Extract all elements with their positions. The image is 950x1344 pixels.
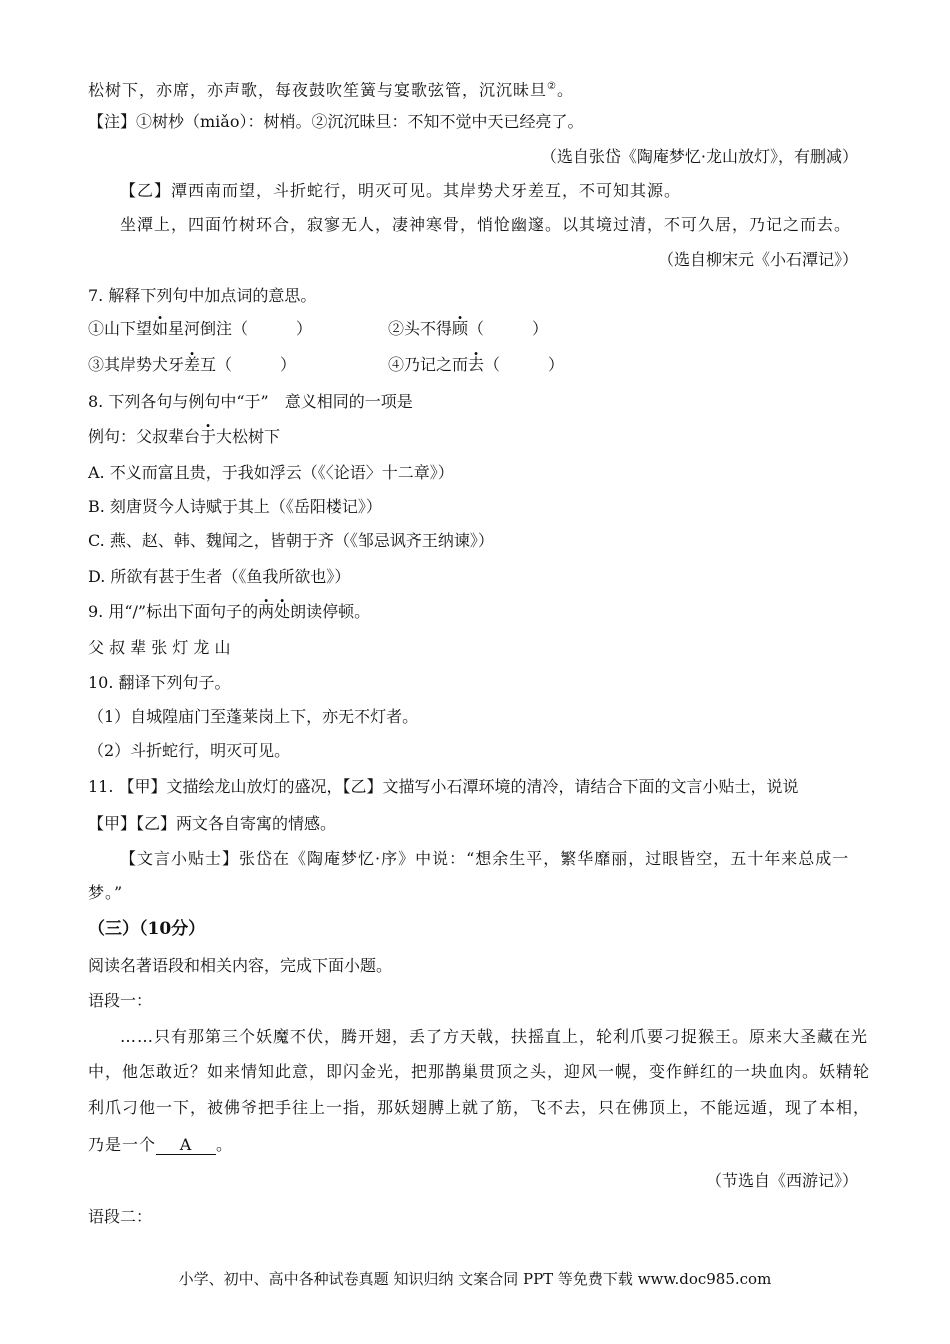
jia-text-tail: 松树下，亦席，亦声歌，每夜鼓吹笙簧与宴歌弦管，沉沉昧旦②。 — [88, 80, 574, 100]
q11-tip-line-2: 梦。” — [88, 883, 124, 902]
passage-2-label: 语段二： — [88, 1207, 153, 1226]
answer-blank-a: A — [156, 1136, 216, 1155]
section-3-heading: （三）（10分） — [88, 919, 206, 939]
q10-sentence-2: （2）斗折蛇行，明灭可见。 — [88, 741, 291, 760]
source-jia: （选自张岱《陶庵梦忆·龙山放灯》，有删减） — [540, 147, 858, 166]
page-footer: 小学、初中、高中各种试卷真题 知识归纳 文案合同 PPT 等免费下载 www.doc985.com — [178, 1270, 772, 1288]
q11-tip-line-1: 【文言小贴士】张岱在《陶庵梦忆·序》中说：“想余生平，繁华靡丽，过眼皆空，五十年来总成一 — [120, 849, 850, 868]
q7-item-2: ②头不得顾（ ） — [388, 319, 549, 338]
question-11-line-2: 【甲】【乙】两文各自寄寓的情感。 — [88, 814, 337, 833]
question-8-title: 8. 下列各句与例句中“于” 意义相同的一项是 — [88, 392, 413, 411]
q8-option-a: A. 不义而富且贵，于我如浮云（《〈论语〉十二章》） — [88, 463, 454, 482]
section-3-intro: 阅读名著语段和相关内容，完成下面小题。 — [88, 956, 393, 975]
source-yi: （选自柳宋元《小石潭记》） — [657, 250, 858, 269]
passage-1-line-1: ……只有那第三个妖魔不伏，腾开翅，丢了方天戟，扶摇直上，轮利爪要刁捉猴王。原来大圣藏在光 — [120, 1027, 869, 1046]
question-7-title: 7. 解释下列句中加点词的意思。 — [88, 286, 317, 305]
q7-item-3: ③其岸势犬牙差互（ ） — [88, 355, 297, 374]
q8-example: 例句：父叔辈台于大松树下 — [88, 427, 281, 446]
yi-paragraph-2: 坐潭上，四面竹树环合，寂寥无人，凄神寒骨，悄怆幽邃。以其境过清，不可久居，乃记之而去。 — [120, 215, 852, 234]
passage-1-line-2: 中，他怎敢近？如来情知此意，即闪金光，把那鹊巢贯顶之头，迎风一幌，变作鲜红的一块血肉。妖精轮 — [88, 1062, 871, 1081]
question-9-title: 9. 用“/”标出下面句子的两处朗读停顿。 — [88, 602, 371, 621]
q8-option-c: C. 燕、赵、韩、魏闻之，皆朝于齐（《邹忌讽齐王纳谏》） — [88, 531, 494, 550]
q7-item-4: ④乃记之而去（ ） — [388, 355, 565, 374]
q9-sentence: 父 叔 辈 张 灯 龙 山 — [88, 638, 231, 657]
q8-option-d: D. 所欲有甚于生者（《鱼我所欲也》） — [88, 567, 351, 586]
q7-item-1: ①山下望如星河倒注（ ） — [88, 319, 313, 338]
question-11-line-1: 11. 【甲】文描绘龙山放灯的盛况，【乙】文描写小石潭环境的清冷，请结合下面的文言小贴士，说说 — [88, 777, 799, 796]
q10-sentence-1: （1）自城隍庙门至蓬莱岗上下，亦无不灯者。 — [88, 707, 419, 726]
passage-1-label: 语段一： — [88, 991, 153, 1010]
passage-1-line-4: 乃是一个 A 。 — [88, 1135, 234, 1154]
q8-option-b: B. 刻唐贤今人诗赋于其上（《岳阳楼记》） — [88, 497, 382, 516]
yi-paragraph-1: 【乙】潭西南而望，斗折蛇行，明灭可见。其岸势犬牙差互，不可知其源。 — [120, 181, 682, 200]
annotation-note: 【注】①树杪（miǎo）：树梢。②沉沉昧旦：不知不觉中天已经亮了。 — [88, 112, 584, 131]
passage-1-line-3: 利爪刁他一下，被佛爷把手往上一指，那妖翅膊上就了筋，飞不去，只在佛顶上，不能远遁，现了本相， — [88, 1098, 871, 1117]
question-10-title: 10. 翻译下列句子。 — [88, 673, 231, 692]
passage-1-source: （节选自《西游记》） — [705, 1171, 858, 1190]
